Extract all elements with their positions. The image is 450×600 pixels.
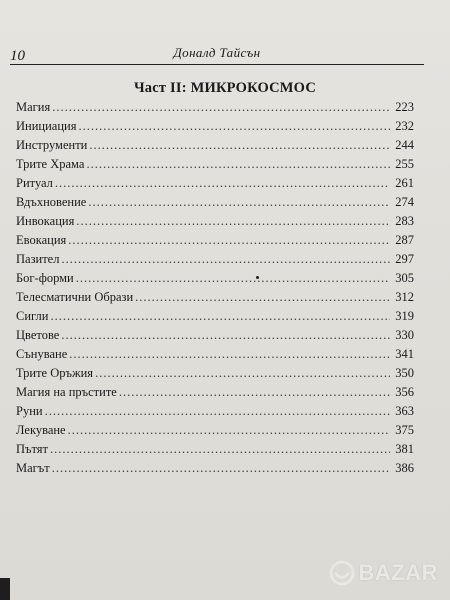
table-of-contents	[16, 100, 414, 480]
toc-entry-page: 255	[395, 157, 414, 171]
toc-entry	[16, 271, 414, 290]
toc-entry	[16, 233, 414, 252]
toc-entry	[16, 347, 414, 366]
toc-entry	[16, 366, 414, 385]
toc-entry-label: Инициация	[16, 119, 77, 133]
toc-entry-label: Лекуване	[16, 423, 66, 437]
toc-entry-page: 341	[395, 347, 414, 361]
toc-entry-page: 261	[395, 176, 414, 190]
toc-entry-label: Инструменти	[16, 138, 88, 152]
page-number: 10	[10, 48, 25, 64]
toc-entry-page: 375	[395, 423, 414, 437]
toc-dot-leader	[88, 195, 390, 210]
toc-dot-leader	[89, 138, 390, 153]
toc-dot-leader	[86, 157, 390, 172]
toc-entry-page: 350	[395, 366, 414, 380]
section-title: Част II: МИКРОКОСМОС	[133, 80, 317, 96]
toc-entry	[16, 328, 414, 347]
toc-entry-page: 244	[395, 138, 414, 152]
page-edge-shadow	[0, 578, 10, 600]
toc-entry-label: Сънуване	[16, 347, 68, 361]
toc-entry	[16, 119, 414, 138]
toc-dot-leader	[119, 385, 390, 400]
toc-entry	[16, 309, 414, 328]
toc-entry	[16, 442, 414, 461]
toc-entry-label: Магия	[16, 100, 51, 114]
toc-entry	[16, 461, 414, 480]
toc-dot-leader	[50, 442, 390, 457]
toc-entry	[16, 252, 414, 271]
toc-dot-leader	[52, 100, 390, 115]
toc-entry	[16, 290, 414, 309]
toc-entry-page: 363	[395, 404, 414, 418]
toc-entry-label: Пътят	[16, 442, 49, 456]
toc-entry-page: 386	[395, 461, 414, 475]
toc-entry-label: Цветове	[16, 328, 60, 342]
toc-dot-leader	[69, 347, 390, 362]
toc-entry	[16, 385, 414, 404]
toc-entry-page: 381	[395, 442, 414, 456]
page-header	[10, 44, 424, 65]
toc-entry-page: 223	[395, 100, 414, 114]
toc-entry	[16, 404, 414, 423]
toc-entry-label: Руни	[16, 404, 43, 418]
toc-entry-page: 330	[395, 328, 414, 342]
toc-entry-page: 287	[395, 233, 414, 247]
toc-entry-page: 356	[395, 385, 414, 399]
toc-dot-leader	[55, 176, 390, 191]
toc-dot-leader	[68, 233, 390, 248]
toc-dot-leader	[50, 309, 390, 324]
toc-entry-page: 297	[395, 252, 414, 266]
toc-entry-label: Инвокация	[16, 214, 75, 228]
watermark-logo	[329, 560, 439, 586]
toc-entry-page: 319	[395, 309, 414, 323]
toc-dot-leader	[52, 461, 390, 476]
toc-entry	[16, 195, 414, 214]
toc-entry	[16, 176, 414, 195]
toc-entry-label: Пазител	[16, 252, 60, 266]
toc-entry-label: Трите Храма	[16, 157, 85, 171]
toc-entry-label: Евокация	[16, 233, 67, 247]
toc-entry	[16, 214, 414, 233]
toc-dot-leader	[45, 404, 390, 419]
toc-dot-leader	[61, 328, 390, 343]
toc-entry	[16, 138, 414, 157]
ink-speck	[256, 276, 259, 279]
toc-entry-page: 312	[395, 290, 414, 304]
toc-dot-leader	[61, 252, 390, 267]
toc-dot-leader	[68, 423, 390, 438]
toc-entry-page: 305	[395, 271, 414, 285]
smile-badge-icon	[329, 560, 355, 586]
toc-dot-leader	[76, 214, 390, 229]
toc-dot-leader	[95, 366, 390, 381]
toc-entry-label: Магия на пръстите	[16, 385, 117, 399]
toc-entry-label: Телесматични Образи	[16, 290, 134, 304]
toc-entry-label: Сигли	[16, 309, 49, 323]
toc-entry	[16, 157, 414, 176]
toc-entry-page: 274	[395, 195, 414, 209]
toc-entry-label: Ритуал	[16, 176, 53, 190]
running-title: Доналд Тайсън	[173, 45, 261, 60]
toc-entry-page: 283	[395, 214, 414, 228]
toc-entry-page: 232	[395, 119, 414, 133]
toc-dot-leader	[78, 119, 390, 134]
watermark-text: BAZAR	[358, 560, 438, 585]
toc-dot-leader	[76, 271, 390, 286]
toc-entry	[16, 100, 414, 119]
toc-entry-label: Вдъхновение	[16, 195, 87, 209]
toc-dot-leader	[135, 290, 390, 305]
toc-entry-label: Магът	[16, 461, 50, 475]
toc-entry	[16, 423, 414, 442]
toc-entry-label: Трите Оръжия	[16, 366, 94, 380]
toc-entry-label: Бог-форми	[16, 271, 74, 285]
